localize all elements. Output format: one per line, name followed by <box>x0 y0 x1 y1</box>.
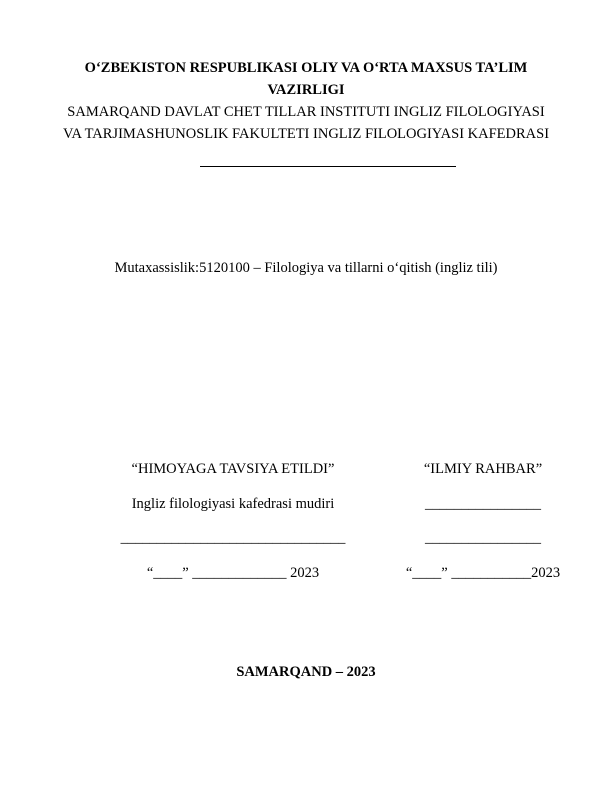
ministry-title-line2: VAZIRLIGI <box>267 82 345 98</box>
header-divider <box>200 166 456 167</box>
approval-right-name-line: ________________ <box>425 496 541 512</box>
approval-left-heading: “HIMOYAGA TAVSIYA ETILDI” <box>131 461 335 477</box>
ministry-title-line1: O‘ZBEKISTON RESPUBLIKASI OLIY VA O‘RTA MAXSUS TA’LIM <box>84 60 528 76</box>
institute-title-line1: SAMARQAND DAVLAT CHET TILLAR INSTITUTI INGLIZ FILOLOGIYASI <box>67 104 545 120</box>
specialty-line: Mutaxassislik:5120100 – Filologiya va tillarni o‘qitish (ingliz tili) <box>114 260 498 276</box>
approval-left-position: Ingliz filologiyasi kafedrasi mudiri <box>131 496 335 512</box>
approval-right-date: “____” ___________2023 <box>405 565 561 581</box>
institute-title-line2: VA TARJIMASHUNOSLIK FAKULTETI INGLIZ FILOLOGIYASI KAFEDRASI <box>62 126 550 142</box>
footer-city-year: SAMARQAND – 2023 <box>236 664 376 680</box>
approval-right-signature-line: ________________ <box>425 530 541 546</box>
approval-right-heading: “ILMIY RAHBAR” <box>423 461 543 477</box>
approval-left-signature-line: _______________________________ <box>120 530 346 546</box>
approval-left-date: “____” _____________ 2023 <box>146 565 320 581</box>
